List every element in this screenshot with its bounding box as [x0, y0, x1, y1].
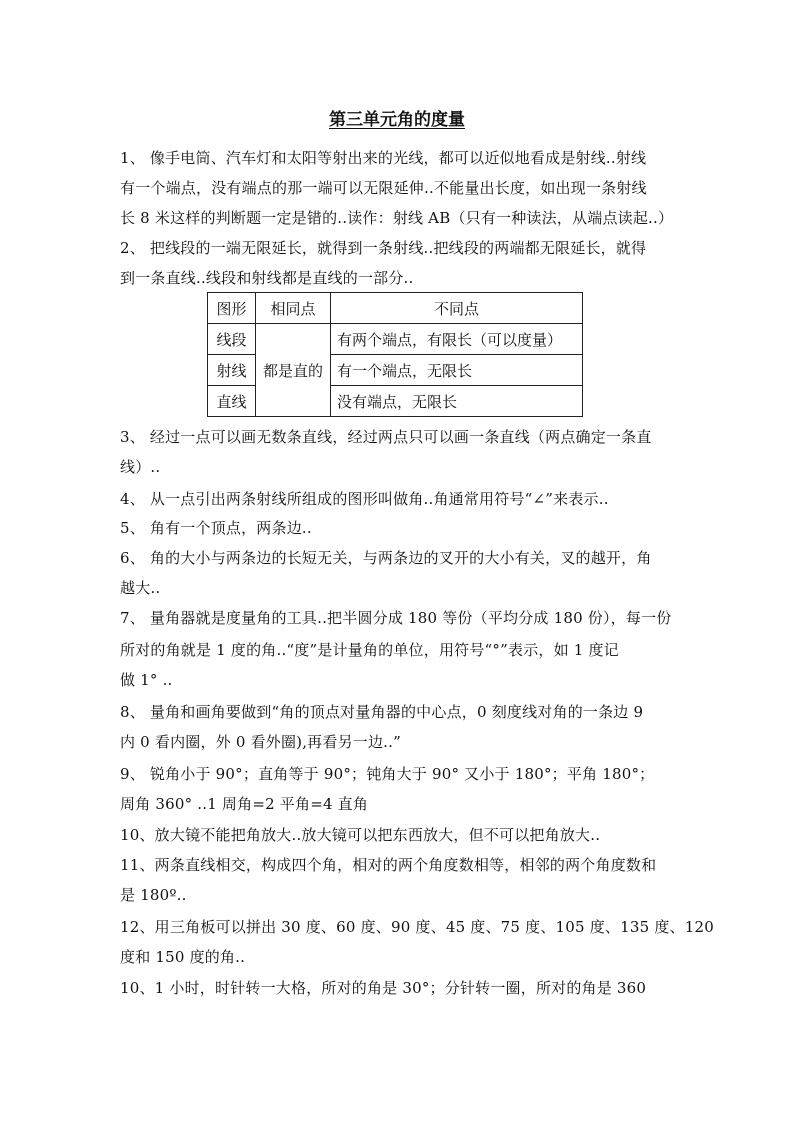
text-line: 所对的角就是 1 度的角..“度”是计量角的单位，用符号“°”表示，如 1 度记: [120, 641, 619, 659]
table-cell-shape: 射线: [208, 355, 256, 386]
table-cell-shape: 直线: [208, 386, 256, 417]
text-line: 是 180º..: [120, 886, 187, 904]
text-line: 越大..: [120, 579, 161, 597]
text-line: 5、 角有一个顶点，两条边..: [120, 519, 312, 537]
table-cell-diff: 有一个端点，无限长: [331, 355, 583, 386]
text-line: 度和 150 度的角..: [120, 948, 246, 966]
comparison-table: [207, 292, 583, 417]
text-line: 10、1 小时，时针转一大格，所对的角是 30°；分针转一圈，所对的角是 360: [120, 979, 647, 997]
text-line: 1、 像手电筒、汽车灯和太阳等射出来的光线，都可以近似地看成是射线..射线: [120, 149, 647, 167]
text-line: 到一条直线..线段和射线都是直线的一部分..: [120, 269, 414, 287]
table-cell-diff: 有两个端点，有限长（可以度量）: [331, 324, 583, 355]
text-line: 10、放大镜不能把角放大..放大镜可以把东西放大，但不可以把角放大..: [120, 826, 601, 844]
text-line: 2、 把线段的一端无限延长，就得到一条射线..把线段的两端都无限延长，就得: [120, 239, 647, 257]
text-line: 长 8 米这样的判断题一定是错的..读作：射线 AB（只有一种读法，从端点读起..）: [120, 209, 674, 227]
page-title: 第三单元角的度量: [329, 110, 465, 130]
text-line: 周角 360° ..1 周角=2 平角=4 直角: [120, 795, 369, 813]
table-cell-common: 都是直的: [256, 324, 331, 417]
table-row: [208, 324, 583, 355]
text-line: 有一个端点，没有端点的那一端可以无限延伸..不能量出长度，如出现一条射线: [120, 179, 647, 197]
table-header-cell: 图形: [208, 293, 256, 324]
text-line: 8、 量角和画角要做到“角的顶点对量角器的中心点，0 刻度线对角的一条边 9: [120, 703, 644, 721]
text-line: 做 1° ..: [120, 671, 173, 689]
text-line: 6、 角的大小与两条边的长短无关，与两条边的叉开的大小有关，叉的越开，角: [120, 549, 652, 567]
text-line: 12、用三角板可以拼出 30 度、60 度、90 度、45 度、75 度、105 度、135 度、120: [120, 918, 714, 936]
text-line: 4、 从一点引出两条射线所组成的图形叫做角..角通常用符号“∠”来表示..: [120, 490, 609, 508]
text-line: 11、两条直线相交，构成四个角，相对的两个角度数相等，相邻的两个角度数和: [120, 856, 657, 874]
text-line: 3、 经过一点可以画无数条直线，经过两点只可以画一条直线（两点确定一条直: [120, 428, 652, 446]
text-line: 9、 锐角小于 90°；直角等于 90°；钝角大于 90° 又小于 180°；平角 180°；: [120, 765, 655, 783]
table-cell-shape: 线段: [208, 324, 256, 355]
table-cell-diff: 没有端点，无限长: [331, 386, 583, 417]
table-header-cell: 不同点: [331, 293, 583, 324]
text-line: 7、 量角器就是度量角的工具..把半圆分成 180 等份（平均分成 180 份），每一份: [120, 609, 672, 627]
table-header-row: [208, 293, 583, 324]
text-line: 内 0 看内圈，外 0 看外圈),再看另一边..”: [120, 733, 401, 751]
text-line: 线）..: [120, 458, 161, 476]
table-header-cell: 相同点: [256, 293, 331, 324]
